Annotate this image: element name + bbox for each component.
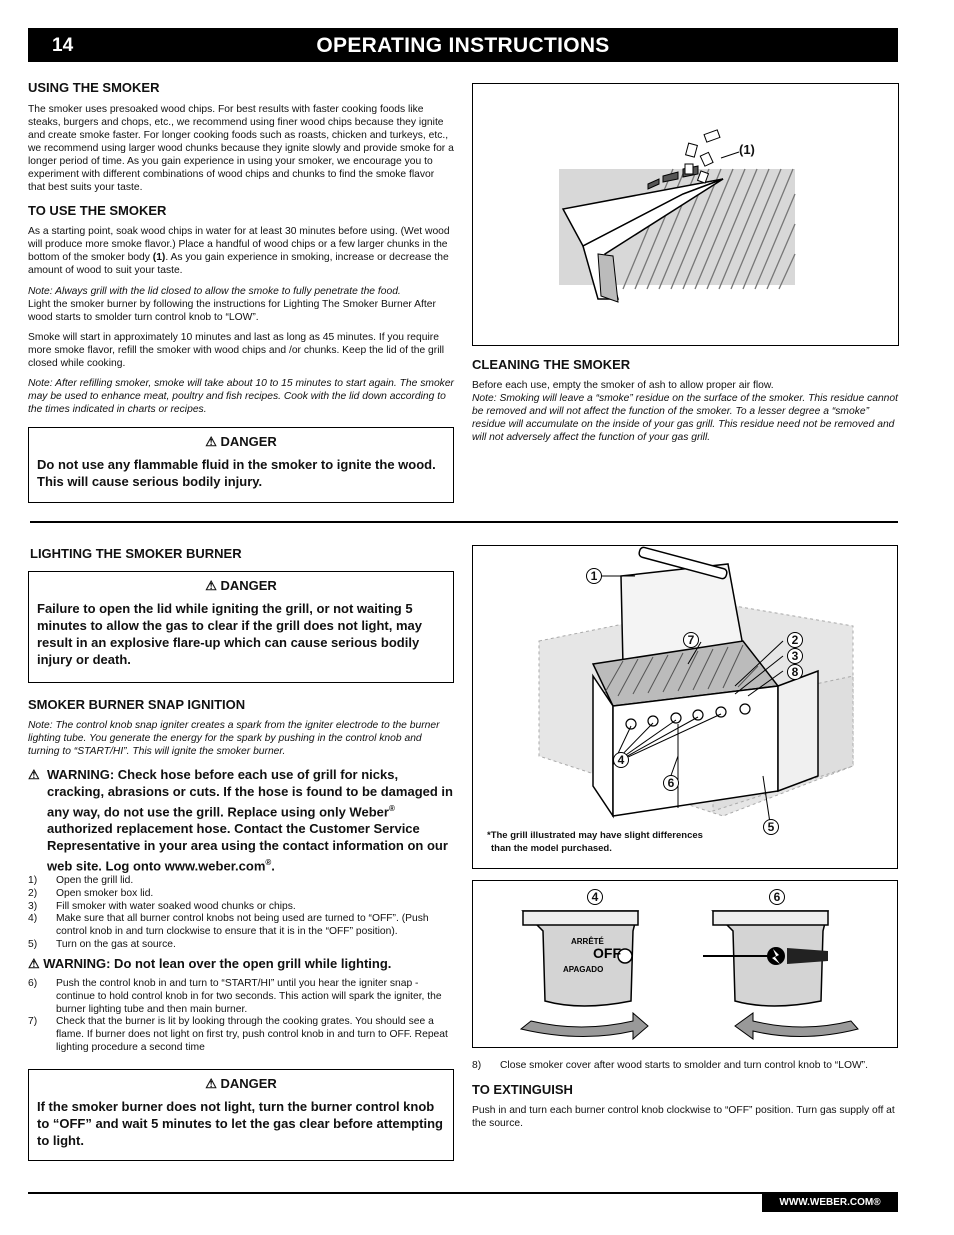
warning-triangle-icon: ⚠ (28, 767, 40, 782)
registered-mark: ® (265, 858, 272, 868)
danger-label: DANGER (220, 1076, 277, 1091)
callout-4: 4 (613, 752, 629, 768)
warning-lean (28, 955, 458, 972)
list-item: 8) Close smoker cover after wood starts to smolder and turn control knob to “LOW”. (472, 1060, 868, 1071)
cleaning-body: Before each use, empty the smoker of ash to allow proper air flow. (472, 380, 774, 391)
grill-caption-line-1: *The grill illustrated may have slight differences (487, 830, 703, 841)
grill-figure (472, 545, 898, 869)
warning-hose-text (47, 766, 458, 875)
to-use-heading: TO USE THE SMOKER (28, 203, 167, 218)
smoker-figure (472, 83, 899, 346)
warning-hose-a: WARNING: Check hose before each use of grill for nicks, cracking, abrasions or cuts. If the hose is found to be damaged in any way, do not use the grill. Replace using only Weber (47, 767, 453, 820)
callout-2: 2 (787, 632, 803, 648)
extinguish-body: Push in and turn each burner control knob clockwise to “OFF” position. Turn gas supply off at the source. (472, 1105, 895, 1129)
list-item: 3) Fill smoker with water soaked wood chunks or chips. (28, 900, 296, 912)
smoker-illustration (473, 84, 899, 346)
grill-caption-line-2: than the model purchased. (491, 843, 612, 854)
list-item: 2) Open smoker box lid. (28, 887, 154, 899)
footer-url: WWW.WEBER.COM® (762, 1194, 898, 1212)
page-number: 14 (52, 35, 74, 56)
callout-3: 3 (787, 648, 803, 664)
steps-list-a (28, 875, 454, 952)
knob-illustration (473, 881, 898, 1048)
list-item: 4) Make sure that all burner control knobs not being used are turned to “OFF”. (Push control knob in and turn clockwise to ensure that it is in the “OFF” position). (28, 913, 429, 938)
danger-heading (29, 1076, 453, 1092)
warning-triangle-icon: ⚠ (205, 1076, 217, 1091)
to-use-p1-a: As a starting point, soak wood chips in water for at least 30 minutes before using. (Wet wood will produce more smoke flavor.) Place a handful of wood chips or a few larger chunks in the bottom of the smoker body (28, 226, 450, 263)
steps-list-b (28, 978, 454, 1055)
page-title: OPERATING INSTRUCTIONS (316, 34, 610, 57)
callout-1: 1 (586, 568, 602, 584)
grill-illustration (473, 546, 898, 869)
danger-label: DANGER (220, 578, 277, 593)
danger-label: DANGER (220, 434, 277, 449)
warning-triangle-icon: ⚠ (28, 956, 40, 971)
danger-text: If the smoker burner does not light, turn the burner control knob to “OFF” and wait 5 minutes to let the gas clear before attempting to light. (37, 1099, 443, 1148)
warning-hose-b: authorized replacement hose. Contact the Customer Service Representative in your area using the contact information on our web site. Log onto www.weber.com (47, 821, 448, 874)
callout-5: 5 (763, 819, 779, 835)
snap-note: Note: The control knob snap igniter creates a spark from the igniter electrode to the burner lighting tube. You generate the energy for the spark by pushing in the control knob and turning to “START/HI”. This will ignite the smoker burner. (28, 720, 440, 757)
callout-7: 7 (683, 632, 699, 648)
figure1-callout: (1) (739, 142, 755, 157)
using-smoker-heading: USING THE SMOKER (28, 80, 160, 95)
danger-heading (29, 578, 453, 594)
danger-text: Do not use any flammable fluid in the smoker to ignite the wood. This will cause serious bodily injury. (37, 457, 436, 489)
list-item: 6) Push the control knob in and turn to “START/HI” until you hear the igniter snap - continue to hold control knob in for two seconds. This action will spark the igniter, the burner lighting tube and then main burner. (28, 978, 442, 1015)
step-8 (472, 1060, 899, 1073)
warning-hose (28, 766, 458, 875)
grill-caption (487, 829, 703, 855)
using-smoker-body: The smoker uses presoaked wood chips. For best results with faster cooking foods like steaks, burgers and chops, etc., we recommend using finer wood chips because they ignite and create smoke faster. For longer cooking foods such as roasts, chicken and turkeys, etc., we recommend using larger wood chunks because they ignite slowly and provide smoke for a longer period of time. As you gain experience in using your smoker, we encourage you to experiment with different combinations of wood chips and chunks to find the smoke flavor that best suits your taste. (28, 104, 454, 193)
header-bar (28, 28, 898, 62)
knob-figure (472, 880, 898, 1048)
to-use-paragraph-2: Light the smoker burner by following the instructions for Lighting The Smoker Burner After wood starts to smolder turn control knob to “LOW”. (28, 299, 436, 323)
extinguish-heading: TO EXTINGUISH (472, 1082, 573, 1097)
list-item: 7) Check that the burner is lit by looking through the cooking grates. You should see a flame. If burner does not light on first try, push control knob in and turn to OFF. Repeat lighting procedure a second time (28, 1016, 448, 1053)
to-use-paragraph-1 (28, 225, 454, 277)
to-use-p1-ref: (1) (152, 252, 166, 263)
danger-box-1 (28, 427, 454, 503)
cleaning-heading: CLEANING THE SMOKER (472, 357, 631, 372)
danger-box-2 (28, 571, 454, 683)
callout-8: 8 (787, 664, 803, 680)
danger-box-3 (28, 1069, 454, 1161)
list-item: 5) Turn on the gas at source. (28, 938, 176, 950)
lighting-heading: LIGHTING THE SMOKER BURNER (30, 546, 242, 561)
warning-hose-c: . (271, 858, 275, 874)
knob-label-arrete: ARRÊTÉ (571, 937, 604, 946)
registered-mark: ® (388, 804, 395, 813)
knob-callout-6: 6 (769, 889, 785, 905)
to-use-note-1: Note: Always grill with the lid closed to allow the smoke to fully penetrate the food. (28, 286, 401, 297)
knob-label-apagado: APAGADO (563, 965, 604, 974)
list-item: 1) Open the grill lid. (28, 875, 134, 886)
section-divider (30, 521, 898, 523)
warning-lean-text: WARNING: Do not lean over the open grill while lighting. (43, 956, 392, 971)
callout-6: 6 (663, 775, 679, 791)
cleaning-note: Note: Smoking will leave a “smoke” residue on the surface of the smoker. This residue cannot be removed and will not affect the function of the smoker. To a lesser degree a “smoke” residue will accumulate on the inside of your gas grill. This residue need not be removed and will not adversely affect the function of your gas grill. (472, 393, 898, 443)
knob-callout-4: 4 (587, 889, 603, 905)
to-use-paragraph-3: Smoke will start in approximately 10 minutes and last as long as 45 minutes. If you require more smoke flavor, refill the smoker with wood chips and /or chunks. Keep the lid of the grill closed while cooking. (28, 332, 445, 369)
danger-heading (29, 434, 453, 450)
warning-triangle-icon: ⚠ (205, 434, 217, 449)
warning-triangle-icon: ⚠ (205, 578, 217, 593)
to-use-note-2: Note: After refilling smoker, smoke will take about 10 to 15 minutes to start again. The smoker may be used to enhance meat, poultry and fish recipes. Cook with the lid down according to the times indicated in charts or recipes. (28, 378, 454, 415)
to-use-p1-b: . As you gain experience in smoking, increase or decrease the amount of wood to suit your taste. (28, 252, 449, 276)
knob-label-off: OFF (593, 945, 621, 961)
danger-text: Failure to open the lid while igniting the grill, or not waiting 5 minutes to allow the gas to clear if the grill does not light, may result in an explosive flare-up which can cause serious bodily injury or death. (37, 601, 422, 667)
snap-heading: SMOKER BURNER SNAP IGNITION (28, 697, 246, 712)
